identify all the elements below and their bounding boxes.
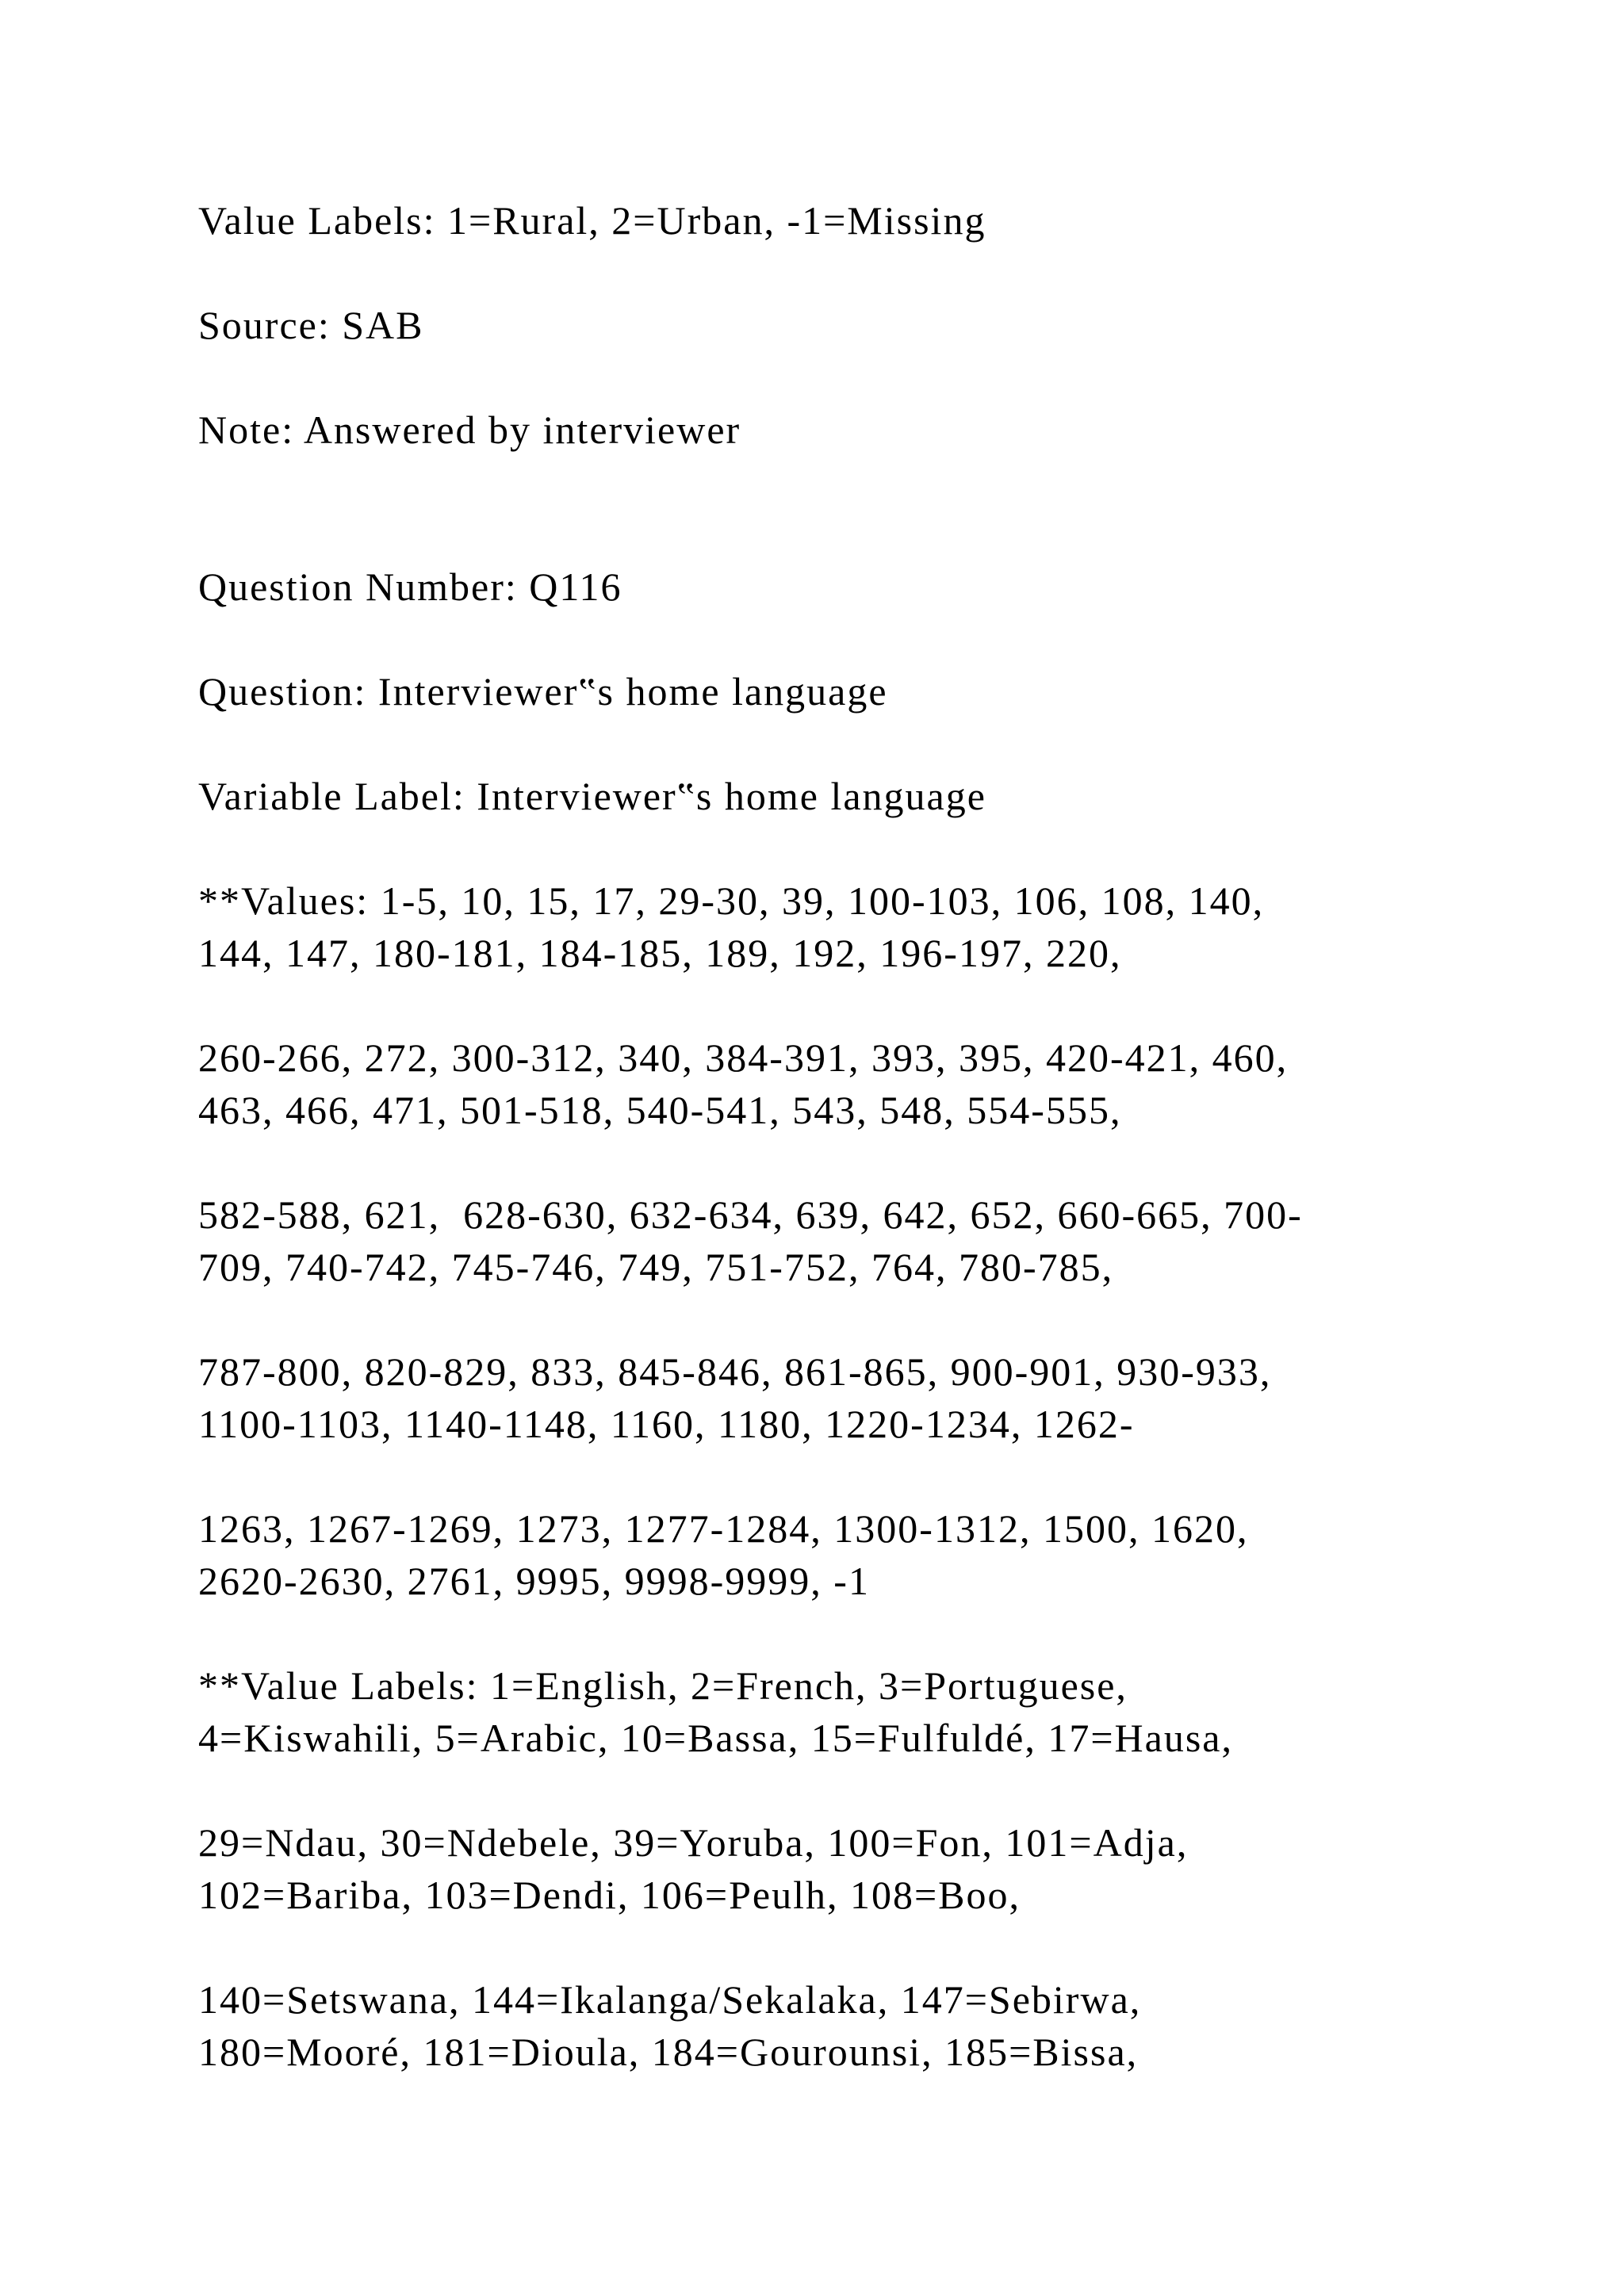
values-line: **Values: 1-5, 10, 15, 17, 29-30, 39, 100-103, 106, 108, 140, <box>198 878 1265 923</box>
values-line: 463, 466, 471, 501-518, 540-541, 543, 548, 554-555, <box>198 1088 1122 1132</box>
question-line: Question: Interviewer‟s home language <box>198 669 888 714</box>
language-labels-line: 102=Bariba, 103=Dendi, 106=Peulh, 108=Boo, <box>198 1873 1021 1917</box>
question-number-line: Question Number: Q116 <box>198 564 622 609</box>
language-labels-line: 180=Mooré, 181=Dioula, 184=Gourounsi, 185=Bissa, <box>198 2030 1139 2074</box>
values-line: 144, 147, 180-181, 184-185, 189, 192, 196-197, 220, <box>198 931 1122 975</box>
language-labels-line: **Value Labels: 1=English, 2=French, 3=Portuguese, <box>198 1663 1128 1708</box>
values-line: 1263, 1267-1269, 1273, 1277-1284, 1300-1312, 1500, 1620, <box>198 1506 1249 1551</box>
variable-label-line: Variable Label: Interviewer‟s home language <box>198 774 986 818</box>
values-line: 260-266, 272, 300-312, 340, 384-391, 393, 395, 420-421, 460, <box>198 1035 1289 1080</box>
language-labels-line: 140=Setswana, 144=Ikalanga/Sekalaka, 147=Sebirwa, <box>198 1977 1142 2022</box>
value-labels-line: Value Labels: 1=Rural, 2=Urban, -1=Missing <box>198 198 986 243</box>
values-line: 787-800, 820-829, 833, 845-846, 861-865, 900-901, 930-933, <box>198 1349 1272 1394</box>
values-line: 2620-2630, 2761, 9995, 9998-9999, -1 <box>198 1559 870 1603</box>
values-line: 582-588, 621, 628-630, 632-634, 639, 642, 652, 660-665, 700- <box>198 1192 1303 1237</box>
values-line: 709, 740-742, 745-746, 749, 751-752, 764, 780-785, <box>198 1245 1114 1289</box>
values-line: 1100-1103, 1140-1148, 1160, 1180, 1220-1234, 1262- <box>198 1402 1135 1446</box>
language-labels-line: 4=Kiswahili, 5=Arabic, 10=Bassa, 15=Fulfuldé, 17=Hausa, <box>198 1716 1233 1760</box>
source-line: Source: SAB <box>198 303 424 347</box>
note-line: Note: Answered by interviewer <box>198 408 741 452</box>
language-labels-line: 29=Ndau, 30=Ndebele, 39=Yoruba, 100=Fon, 101=Adja, <box>198 1820 1189 1865</box>
